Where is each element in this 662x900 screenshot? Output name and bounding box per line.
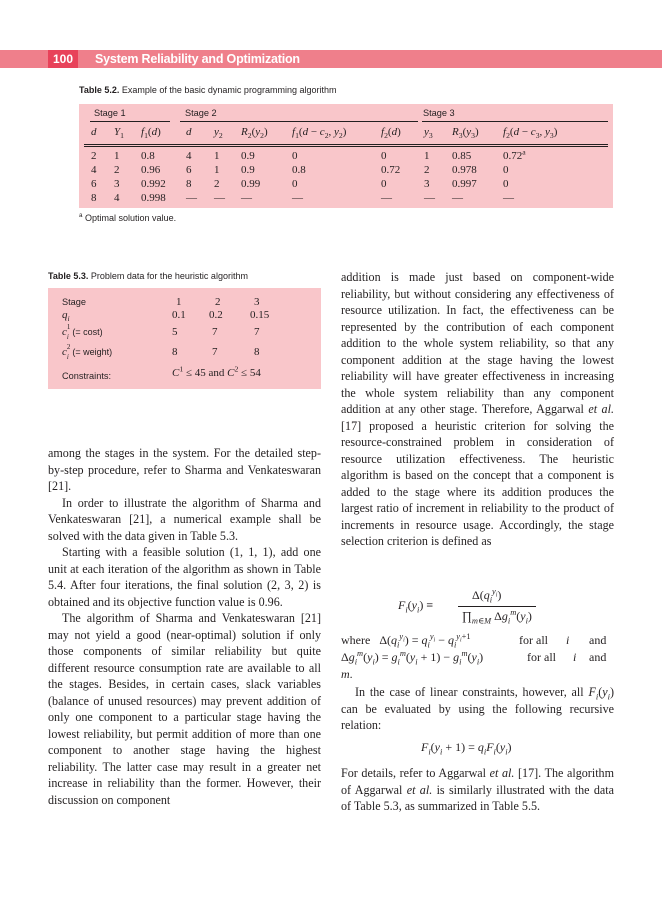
col-header: d [91,126,97,138]
table-5-3-label: Table 5.3. [48,271,89,281]
table-cell: 6 [91,178,97,190]
text-span: [17] proposed a heuristic criterion for solving the resource-constrained problem in consideration of resource utilization effectiveness. The heuristic algorithm is based on the concept that a component is added to the stage where its addition produces the largest ratio of increment in reliability to the product of increments in resource usage. Accordingly, the stage selection criterion is defined as [341,418,614,548]
table-cell: — [503,192,514,204]
table-cell: — [292,192,303,204]
paragraph: among the stages in the system. For the detailed step-by-step procedure, refer to Sharma and Venkateswaran [21]. [48,446,321,493]
table-cell: 0 [292,150,298,162]
constraints-value: $C^1 \le 45$ and $C^2 \le 54$ [172,364,261,379]
col-header: $R_2(y_2)$ [241,126,268,141]
table-cell: 0.72 [381,164,401,176]
col-header: $f_1(d)$ [141,126,161,141]
stage-row-label: Stage [62,297,87,307]
table-cell: 0.997 [452,178,477,190]
table-cell: 1 [424,150,430,162]
stage-1-label: Stage 1 [94,108,126,118]
table-cell: 2 [424,164,430,176]
table-cell: 0.15 [250,309,270,321]
table-cell: — [214,192,225,204]
table-cell: 6 [186,164,192,176]
where-line-1: where $\Delta(q_i^{y_i}) = q_i^{y_i} - q_i^{y_i+1}$ for all i and [341,632,607,650]
table-cell: 0.2 [209,309,223,321]
where-line-3: m. [341,667,353,681]
footnote-mark: a [79,212,83,219]
table-5-3-caption-text: Problem data for the heuristic algorithm [90,271,248,281]
table-cell: 0.992 [141,178,166,190]
table-cell: 2 [215,296,221,308]
table-cell: 0 [381,150,387,162]
table-cell: 7 [212,346,218,358]
paragraph: In order to illustrate the algorithm of Sharma and Venkateswaran [21], a numerical example shall be solved with the data given in Table 5.3. [48,495,321,543]
table-cell: 0.9 [241,164,255,176]
table-cell: 7 [254,326,260,338]
table-cell: 1 [114,150,120,162]
right-column-text [341,269,614,550]
table-cell: — [186,192,197,204]
table-cell: 0 [292,178,298,190]
col-header: $f_2(d - c_3$, $y_3$) [503,126,558,141]
col-header: $y_2$ [214,126,223,141]
page-number: 100 [48,50,78,68]
table-cell: 0.99 [241,178,261,190]
footnote-text: Optimal solution value. [85,213,177,223]
table-cell: 3 [114,178,120,190]
text-span: addition is made just based on component-wide reliability, but without considering any effectiveness of resource utilization. In fact, the effectiveness can be represented by the contribution of each component addition to the whole system reliability, so that any component addition at the stage having the lowest reliability will have greater effectiveness in increasing the whole system reliability than any component addition at any other stage. Therefore, Aggarwal [341,270,614,416]
table-cell: 3 [424,178,430,190]
table-5-2-label: Table 5.2. [79,85,120,95]
rule [180,121,418,122]
table-cell: 3 [254,296,260,308]
rule [90,121,170,122]
equation-recursive: $F_i(y_i + 1) = q_iF_i(y_i)$ [421,740,512,757]
table-cell: 2 [214,178,220,190]
text-span: and [589,650,607,664]
table-cell: — [381,192,392,204]
table-cell: — [241,192,252,204]
table-cell: 0 [503,178,509,190]
table-cell: 0.9 [241,150,255,162]
table-cell: 8 [91,192,97,204]
rule [84,146,608,147]
text-span: et al. [489,766,515,780]
rule [422,121,608,122]
col-header: $R_3(y_3)$ [452,126,479,141]
table-cell: — [424,192,435,204]
text-span: et al. [406,782,433,797]
cost-row-label: c 1 i (= cost) [62,323,103,341]
text-span: et al. [588,402,614,416]
table-5-2-caption [79,85,336,95]
rule [84,144,608,145]
table-cell: 7 [212,326,218,338]
col-header: d [186,126,192,138]
constraints-label: Constraints: [62,371,112,381]
table-cell: 4 [91,164,97,176]
weight-row-label: c 2 i (= weight) [62,343,113,361]
stage-2-label: Stage 2 [185,108,217,118]
table-cell: 8 [254,346,260,358]
table-cell: 0 [503,164,509,176]
text-span: is similarly illustrated with the data of Table 5.3, as summarized in Table 5.5. [341,782,614,813]
table-cell: 0.8 [292,164,306,176]
text-span: [17]. The algorithm of Aggarwal [341,766,615,797]
running-title: System Reliability and Optimization [95,52,300,66]
table-cell: — [452,192,463,204]
col-header: $Y_1$ [114,126,124,141]
table-cell: 8 [186,178,192,190]
table-cell: 0.1 [172,309,186,321]
table-cell: 1 [176,296,182,308]
where-line-2: $\Delta g_i^m(y_i) = g_i^m(y_i + 1) - g_i^m(y_i)$ for all i and [341,649,607,667]
table-cell: 1 [214,150,220,162]
constraint-2: ≤ 54 [241,367,261,379]
table-5-2-footnote [79,213,176,223]
table-cell: 0.96 [141,164,161,176]
table-cell: 0.978 [452,164,477,176]
cost-label: (= cost) [72,327,103,337]
table-5-3-caption [48,271,248,281]
text-span: where [341,633,371,647]
footnote-mark: a [522,147,526,157]
table-5-2-caption-text: Example of the basic dynamic programming algorithm [121,85,337,95]
col-header: $y_3$ [424,126,433,141]
paragraph: Starting with a feasible solution (1, 1, 1), add one unit at each iteration of the algorithm as shown in Table 5.4. After four iterations, the final solution (2, 3, 2) is obtained and its objective function value is 0.96. [48,545,321,609]
table-cell: 0.85 [452,150,472,162]
table-cell: 2 [114,164,120,176]
table-cell: 0.998 [141,192,166,204]
text-span: for all [519,633,548,647]
text-span: and [589,633,607,647]
table-cell: 4 [114,192,120,204]
table-cell: 8 [172,346,178,358]
paragraph [341,269,614,550]
paragraph-linear-case [341,684,614,734]
weight-label: (= weight) [72,347,113,357]
table-cell: 0 [381,178,387,190]
table-cell: 5 [172,326,178,338]
paragraph: The algorithm of Sharma and Venkateswaran [21] may not yield a good (near-optimal) solution if only those components of similar reliability but quite different resource consumption rate are available to all the stages. Besides, in certain cases, slack variables (balance of unused resources) may prevent addition of only one component to a particular stage having the lowest reliability, but permit addition of more than one component to another stage having the highest reliability. The latter case may result in a greater net increase in reliability than the former. However, their discussion on component [48,611,321,807]
constraint-1: ≤ 45 and [185,367,225,379]
table-cell: 2 [91,150,97,162]
paragraph: In the case of linear constraints, however, all $F_i(y_i)$ can be evaluated by using the following recursive relation: [341,685,614,732]
qi-row-label: $q_i$ [62,309,70,324]
text-span: for all [527,650,556,664]
table-cell-optimal: 0.72$^a$ [503,147,526,162]
table-cell: 0.8 [141,150,155,162]
paragraph-details [341,765,614,815]
page-header [0,50,662,68]
left-column-text [48,445,321,808]
col-header: $f_1(d - c_2$, $y_2$) [292,126,347,141]
text-span: For details, refer to Aggarwal [341,766,487,780]
table-cell: 1 [214,164,220,176]
table-cell: 4 [186,150,192,162]
col-header: $f_2(d)$ [381,126,401,141]
stage-3-label: Stage 3 [423,108,455,118]
